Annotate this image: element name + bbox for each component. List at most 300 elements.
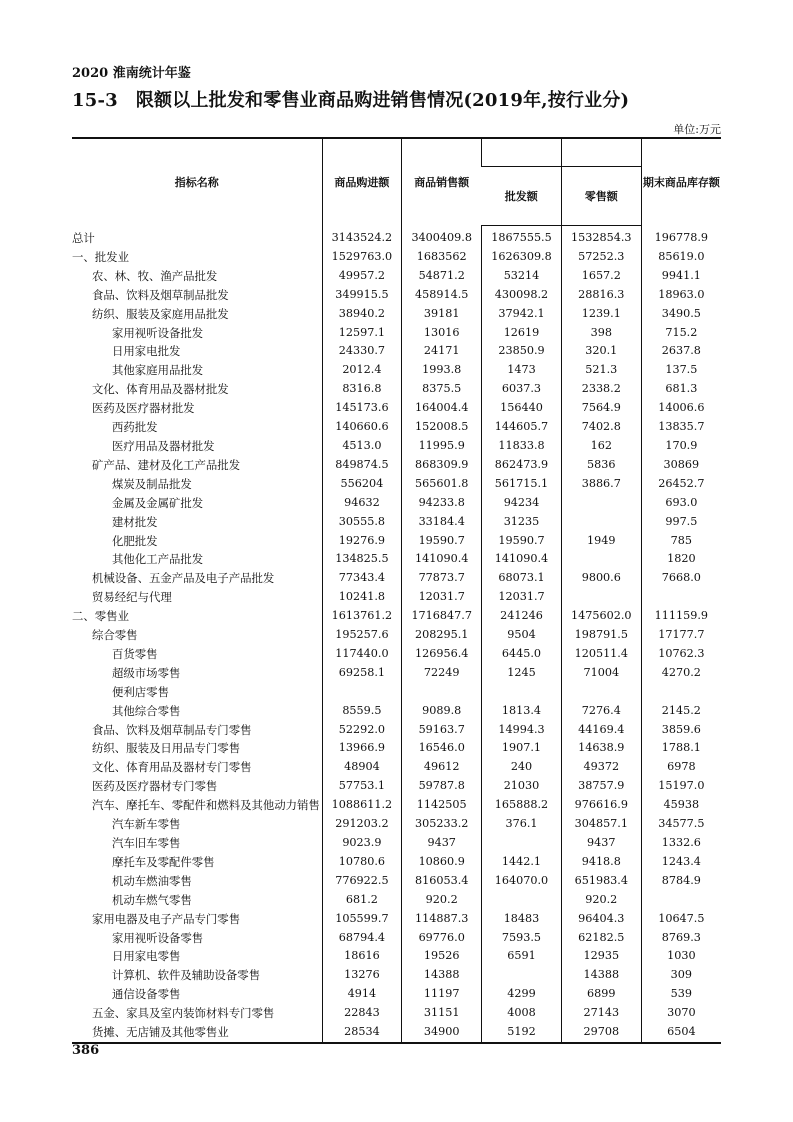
purchase-value: 18616 — [322, 947, 402, 966]
retail-value: 2338.2 — [561, 380, 641, 399]
retail-value: 7276.4 — [561, 702, 641, 721]
table-row — [72, 248, 721, 267]
sales-value: 11995.9 — [402, 437, 482, 456]
purchase-value: 105599.7 — [322, 910, 402, 929]
sales-value: 305233.2 — [402, 815, 482, 834]
purchase-value: 117440.0 — [322, 645, 402, 664]
table-row — [72, 226, 721, 248]
retail-value — [561, 550, 641, 569]
row-label: 医药及医疗器材专门零售 — [92, 779, 218, 794]
purchase-value: 30555.8 — [322, 513, 402, 532]
wholesale-value: 37942.1 — [482, 305, 562, 324]
inventory-value: 7668.0 — [641, 569, 721, 588]
purchase-value: 13966.9 — [322, 739, 402, 758]
inventory-value: 785 — [641, 532, 721, 551]
retail-value: 198791.5 — [561, 626, 641, 645]
retail-value: 49372 — [561, 758, 641, 777]
table-row — [72, 985, 721, 1004]
inventory-value: 539 — [641, 985, 721, 1004]
sales-value: 11197 — [402, 985, 482, 1004]
row-label: 机动车燃油零售 — [112, 873, 192, 888]
wholesale-value — [482, 683, 562, 702]
retail-value: 29708 — [561, 1023, 641, 1043]
row-label: 通信设备零售 — [112, 987, 181, 1002]
sales-value — [402, 683, 482, 702]
sales-value: 13016 — [402, 324, 482, 343]
sales-value: 24171 — [402, 342, 482, 361]
table-body — [72, 226, 721, 1043]
retail-value: 304857.1 — [561, 815, 641, 834]
wholesale-value: 5192 — [482, 1023, 562, 1043]
purchase-value: 4513.0 — [322, 437, 402, 456]
purchase-value: 8316.8 — [322, 380, 402, 399]
header-inventory: 期末商品库存额 — [641, 138, 721, 226]
purchase-value: 77343.4 — [322, 569, 402, 588]
row-label: 家用视听设备批发 — [112, 325, 204, 340]
inventory-value: 9941.1 — [641, 267, 721, 286]
inventory-value: 17177.7 — [641, 626, 721, 645]
purchase-value: 776922.5 — [322, 872, 402, 891]
unit-label: 单位:万元 — [673, 123, 721, 136]
wholesale-value — [482, 834, 562, 853]
retail-value: 1239.1 — [561, 305, 641, 324]
retail-value: 14638.9 — [561, 739, 641, 758]
retail-value: 9437 — [561, 834, 641, 853]
header-indicator-name: 指标名称 — [72, 138, 322, 226]
header-retail-blank — [561, 138, 641, 167]
wholesale-value: 561715.1 — [482, 475, 562, 494]
inventory-value: 1243.4 — [641, 853, 721, 872]
purchase-value: 1088611.2 — [322, 796, 402, 815]
sales-value: 141090.4 — [402, 550, 482, 569]
purchase-value: 2012.4 — [322, 361, 402, 380]
table-row — [72, 796, 721, 815]
retail-value — [561, 513, 641, 532]
purchase-value: 94632 — [322, 494, 402, 513]
retail-value: 96404.3 — [561, 910, 641, 929]
purchase-value: 12597.1 — [322, 324, 402, 343]
row-label: 金属及金属矿批发 — [112, 495, 204, 510]
retail-value: 398 — [561, 324, 641, 343]
sales-value: 8375.5 — [402, 380, 482, 399]
table-row — [72, 456, 721, 475]
table-title — [72, 86, 629, 112]
wholesale-value: 6445.0 — [482, 645, 562, 664]
retail-value: 9800.6 — [561, 569, 641, 588]
table-row — [72, 494, 721, 513]
row-label: 其他综合零售 — [112, 703, 181, 718]
table-row — [72, 437, 721, 456]
inventory-value: 13835.7 — [641, 418, 721, 437]
sales-value: 152008.5 — [402, 418, 482, 437]
table-row — [72, 815, 721, 834]
wholesale-value: 14994.3 — [482, 721, 562, 740]
sales-value: 9437 — [402, 834, 482, 853]
table-row — [72, 702, 721, 721]
purchase-value: 48904 — [322, 758, 402, 777]
purchase-value: 13276 — [322, 966, 402, 985]
table-row — [72, 380, 721, 399]
inventory-value: 10762.3 — [641, 645, 721, 664]
table-row — [72, 758, 721, 777]
wholesale-value: 164070.0 — [482, 872, 562, 891]
inventory-value: 3859.6 — [641, 721, 721, 740]
purchase-value: 1613761.2 — [322, 607, 402, 626]
table-row — [72, 324, 721, 343]
retail-value — [561, 494, 641, 513]
retail-value: 38757.9 — [561, 777, 641, 796]
table-row — [72, 834, 721, 853]
purchase-value: 9023.9 — [322, 834, 402, 853]
purchase-value: 291203.2 — [322, 815, 402, 834]
wholesale-value: 21030 — [482, 777, 562, 796]
wholesale-value: 19590.7 — [482, 532, 562, 551]
retail-value: 521.3 — [561, 361, 641, 380]
wholesale-value: 1245 — [482, 664, 562, 683]
retail-value: 6899 — [561, 985, 641, 1004]
wholesale-value: 31235 — [482, 513, 562, 532]
sales-value: 59163.7 — [402, 721, 482, 740]
row-label: 汽车、摩托车、零配件和燃料及其他动力销售 — [92, 798, 320, 813]
table-row — [72, 739, 721, 758]
table-row — [72, 361, 721, 380]
table-row — [72, 513, 721, 532]
retail-value: 920.2 — [561, 891, 641, 910]
sales-value: 10860.9 — [402, 853, 482, 872]
inventory-value: 1332.6 — [641, 834, 721, 853]
sales-value: 114887.3 — [402, 910, 482, 929]
wholesale-value: 1813.4 — [482, 702, 562, 721]
row-label: 食品、饮料及烟草制品专门零售 — [92, 722, 252, 737]
retail-value: 162 — [561, 437, 641, 456]
inventory-value: 137.5 — [641, 361, 721, 380]
inventory-value: 34577.5 — [641, 815, 721, 834]
retail-value: 1475602.0 — [561, 607, 641, 626]
inventory-value: 693.0 — [641, 494, 721, 513]
inventory-value — [641, 891, 721, 910]
table-row — [72, 683, 721, 702]
wholesale-value: 376.1 — [482, 815, 562, 834]
wholesale-value: 23850.9 — [482, 342, 562, 361]
row-label: 纺织、服装及日用品专门零售 — [92, 741, 241, 756]
purchase-value: 849874.5 — [322, 456, 402, 475]
row-label: 汽车新车零售 — [112, 817, 181, 832]
purchase-value: 134825.5 — [322, 550, 402, 569]
purchase-value: 22843 — [322, 1004, 402, 1023]
table-row — [72, 267, 721, 286]
row-label: 家用视听设备零售 — [112, 930, 204, 945]
purchase-value: 49957.2 — [322, 267, 402, 286]
row-label: 日用家电批发 — [112, 344, 181, 359]
sales-value: 920.2 — [402, 891, 482, 910]
sales-value: 31151 — [402, 1004, 482, 1023]
sales-value: 77873.7 — [402, 569, 482, 588]
row-label: 贸易经纪与代理 — [92, 590, 172, 605]
retail-value: 12935 — [561, 947, 641, 966]
sales-value: 12031.7 — [402, 588, 482, 607]
table-row — [72, 910, 721, 929]
table-row — [72, 569, 721, 588]
inventory-value: 715.2 — [641, 324, 721, 343]
purchase-value: 10780.6 — [322, 853, 402, 872]
purchase-value: 52292.0 — [322, 721, 402, 740]
retail-value: 28816.3 — [561, 286, 641, 305]
sales-value: 69776.0 — [402, 929, 482, 948]
wholesale-value: 1473 — [482, 361, 562, 380]
table-row — [72, 947, 721, 966]
retail-value: 57252.3 — [561, 248, 641, 267]
sales-value: 34900 — [402, 1023, 482, 1043]
wholesale-value: 156440 — [482, 399, 562, 418]
wholesale-value: 1442.1 — [482, 853, 562, 872]
table-row — [72, 305, 721, 324]
header-wholesale-blank — [482, 138, 562, 167]
wholesale-value: 11833.8 — [482, 437, 562, 456]
sales-value: 208295.1 — [402, 626, 482, 645]
retail-value: 14388 — [561, 966, 641, 985]
retail-value: 44169.4 — [561, 721, 641, 740]
sales-value: 72249 — [402, 664, 482, 683]
header-sales: 商品销售额 — [402, 138, 482, 226]
wholesale-value: 241246 — [482, 607, 562, 626]
inventory-value: 1788.1 — [641, 739, 721, 758]
inventory-value: 6978 — [641, 758, 721, 777]
purchase-value: 195257.6 — [322, 626, 402, 645]
statistics-table — [72, 137, 721, 1044]
inventory-value: 14006.6 — [641, 399, 721, 418]
sales-value: 33184.4 — [402, 513, 482, 532]
row-label: 百货零售 — [112, 646, 158, 661]
table-row — [72, 399, 721, 418]
wholesale-value: 240 — [482, 758, 562, 777]
table-row — [72, 532, 721, 551]
table-row — [72, 664, 721, 683]
sales-value: 1993.8 — [402, 361, 482, 380]
row-label: 摩托车及零配件零售 — [112, 854, 215, 869]
wholesale-value: 68073.1 — [482, 569, 562, 588]
table-number: 15-3 — [72, 90, 118, 111]
inventory-value: 309 — [641, 966, 721, 985]
sales-value: 59787.8 — [402, 777, 482, 796]
table-row — [72, 721, 721, 740]
table-row — [72, 475, 721, 494]
table-row — [72, 777, 721, 796]
wholesale-value: 1867555.5 — [482, 226, 562, 248]
inventory-value: 1030 — [641, 947, 721, 966]
retail-value: 62182.5 — [561, 929, 641, 948]
table-row — [72, 929, 721, 948]
purchase-value: 1529763.0 — [322, 248, 402, 267]
inventory-value: 10647.5 — [641, 910, 721, 929]
retail-value: 1949 — [561, 532, 641, 551]
inventory-value: 85619.0 — [641, 248, 721, 267]
purchase-value: 140660.6 — [322, 418, 402, 437]
table-row — [72, 550, 721, 569]
wholesale-value: 144605.7 — [482, 418, 562, 437]
header-wholesale: 批发额 — [482, 167, 562, 226]
page-number: 386 — [72, 1043, 100, 1058]
sales-value: 458914.5 — [402, 286, 482, 305]
purchase-value: 681.2 — [322, 891, 402, 910]
row-label: 医药及医疗器材批发 — [92, 401, 195, 416]
row-label: 一、批发业 — [72, 249, 129, 264]
table-row — [72, 342, 721, 361]
purchase-value: 4914 — [322, 985, 402, 1004]
table-row — [72, 626, 721, 645]
header-purchase: 商品购进额 — [322, 138, 402, 226]
purchase-value: 69258.1 — [322, 664, 402, 683]
row-label: 西药批发 — [112, 420, 158, 435]
table-row — [72, 607, 721, 626]
retail-value: 71004 — [561, 664, 641, 683]
sales-value: 164004.4 — [402, 399, 482, 418]
wholesale-value: 7593.5 — [482, 929, 562, 948]
wholesale-value — [482, 966, 562, 985]
row-label: 文化、体育用品及器材批发 — [92, 382, 229, 397]
retail-value: 120511.4 — [561, 645, 641, 664]
table-row — [72, 853, 721, 872]
inventory-value: 3490.5 — [641, 305, 721, 324]
inventory-value: 2637.8 — [641, 342, 721, 361]
inventory-value: 111159.9 — [641, 607, 721, 626]
wholesale-value: 12619 — [482, 324, 562, 343]
row-label: 机械设备、五金产品及电子产品批发 — [92, 571, 275, 586]
sales-value: 9089.8 — [402, 702, 482, 721]
purchase-value: 10241.8 — [322, 588, 402, 607]
purchase-value: 19276.9 — [322, 532, 402, 551]
wholesale-value: 4299 — [482, 985, 562, 1004]
sales-value: 39181 — [402, 305, 482, 324]
retail-value: 3886.7 — [561, 475, 641, 494]
wholesale-value: 4008 — [482, 1004, 562, 1023]
table-row — [72, 872, 721, 891]
table-row — [72, 891, 721, 910]
retail-value: 976616.9 — [561, 796, 641, 815]
wholesale-value: 6037.3 — [482, 380, 562, 399]
row-label: 超级市场零售 — [112, 665, 181, 680]
purchase-value: 3143524.2 — [322, 226, 402, 248]
retail-value: 7402.8 — [561, 418, 641, 437]
retail-value: 5836 — [561, 456, 641, 475]
sales-value: 16546.0 — [402, 739, 482, 758]
retail-value: 320.1 — [561, 342, 641, 361]
row-label: 其他家庭用品批发 — [112, 363, 204, 378]
retail-value — [561, 683, 641, 702]
retail-value: 9418.8 — [561, 853, 641, 872]
inventory-value: 30869 — [641, 456, 721, 475]
sales-value: 49612 — [402, 758, 482, 777]
retail-value: 651983.4 — [561, 872, 641, 891]
row-label: 食品、饮料及烟草制品批发 — [92, 287, 229, 302]
wholesale-value: 9504 — [482, 626, 562, 645]
inventory-value: 8769.3 — [641, 929, 721, 948]
row-label: 二、零售业 — [72, 609, 129, 624]
row-label: 文化、体育用品及器材专门零售 — [92, 760, 252, 775]
sales-value: 19526 — [402, 947, 482, 966]
wholesale-value: 430098.2 — [482, 286, 562, 305]
table-row — [72, 645, 721, 664]
inventory-value: 2145.2 — [641, 702, 721, 721]
wholesale-value: 862473.9 — [482, 456, 562, 475]
sales-value: 1716847.7 — [402, 607, 482, 626]
row-label: 化肥批发 — [112, 533, 158, 548]
sales-value: 816053.4 — [402, 872, 482, 891]
wholesale-value: 1626309.8 — [482, 248, 562, 267]
row-label: 纺织、服装及家庭用品批发 — [92, 306, 229, 321]
row-label: 综合零售 — [92, 628, 138, 643]
row-label: 汽车旧车零售 — [112, 836, 181, 850]
sales-value: 565601.8 — [402, 475, 482, 494]
row-label: 日用家电零售 — [112, 949, 181, 964]
row-label: 医疗用品及器材批发 — [112, 438, 215, 453]
purchase-value: 68794.4 — [322, 929, 402, 948]
wholesale-value: 53214 — [482, 267, 562, 286]
sales-value: 868309.9 — [402, 456, 482, 475]
inventory-value: 18963.0 — [641, 286, 721, 305]
header-retail: 零售额 — [561, 167, 641, 226]
wholesale-value — [482, 891, 562, 910]
row-label: 五金、家具及室内装饰材料专门零售 — [92, 1006, 275, 1021]
wholesale-value: 1907.1 — [482, 739, 562, 758]
inventory-value: 196778.9 — [641, 226, 721, 248]
wholesale-value: 141090.4 — [482, 550, 562, 569]
sales-value: 1142505 — [402, 796, 482, 815]
retail-value — [561, 588, 641, 607]
table-row — [72, 286, 721, 305]
inventory-value — [641, 683, 721, 702]
retail-value: 7564.9 — [561, 399, 641, 418]
table-title-text: 限额以上批发和零售业商品购进销售情况(2019年,按行业分) — [135, 90, 630, 111]
table-row — [72, 418, 721, 437]
table-row — [72, 1023, 721, 1043]
inventory-value: 1820 — [641, 550, 721, 569]
row-label: 煤炭及制品批发 — [112, 476, 192, 491]
sales-value: 54871.2 — [402, 267, 482, 286]
row-label: 其他化工产品批发 — [112, 552, 204, 567]
retail-value: 1657.2 — [561, 267, 641, 286]
retail-value: 1532854.3 — [561, 226, 641, 248]
running-head: 2020 淮南统计年鉴 — [72, 66, 191, 81]
inventory-value: 4270.2 — [641, 664, 721, 683]
table-row — [72, 966, 721, 985]
purchase-value: 38940.2 — [322, 305, 402, 324]
row-label: 家用电器及电子产品专门零售 — [92, 911, 241, 926]
wholesale-value: 165888.2 — [482, 796, 562, 815]
purchase-value: 24330.7 — [322, 342, 402, 361]
row-label: 矿产品、建材及化工产品批发 — [92, 457, 241, 472]
row-label: 机动车燃气零售 — [112, 892, 192, 907]
row-label: 总计 — [72, 230, 95, 245]
sales-value: 19590.7 — [402, 532, 482, 551]
purchase-value: 556204 — [322, 475, 402, 494]
row-label: 计算机、软件及辅助设备零售 — [112, 968, 261, 983]
row-label: 建材批发 — [112, 514, 158, 529]
inventory-value: 15197.0 — [641, 777, 721, 796]
wholesale-value: 6591 — [482, 947, 562, 966]
inventory-value: 26452.7 — [641, 475, 721, 494]
wholesale-value: 12031.7 — [482, 588, 562, 607]
inventory-value: 997.5 — [641, 513, 721, 532]
inventory-value: 8784.9 — [641, 872, 721, 891]
row-label: 便利店零售 — [112, 684, 169, 699]
purchase-value — [322, 683, 402, 702]
inventory-value: 45938 — [641, 796, 721, 815]
wholesale-value: 18483 — [482, 910, 562, 929]
sales-value: 3400409.8 — [402, 226, 482, 248]
row-label: 农、林、牧、渔产品批发 — [92, 268, 218, 283]
purchase-value: 349915.5 — [322, 286, 402, 305]
wholesale-value: 94234 — [482, 494, 562, 513]
